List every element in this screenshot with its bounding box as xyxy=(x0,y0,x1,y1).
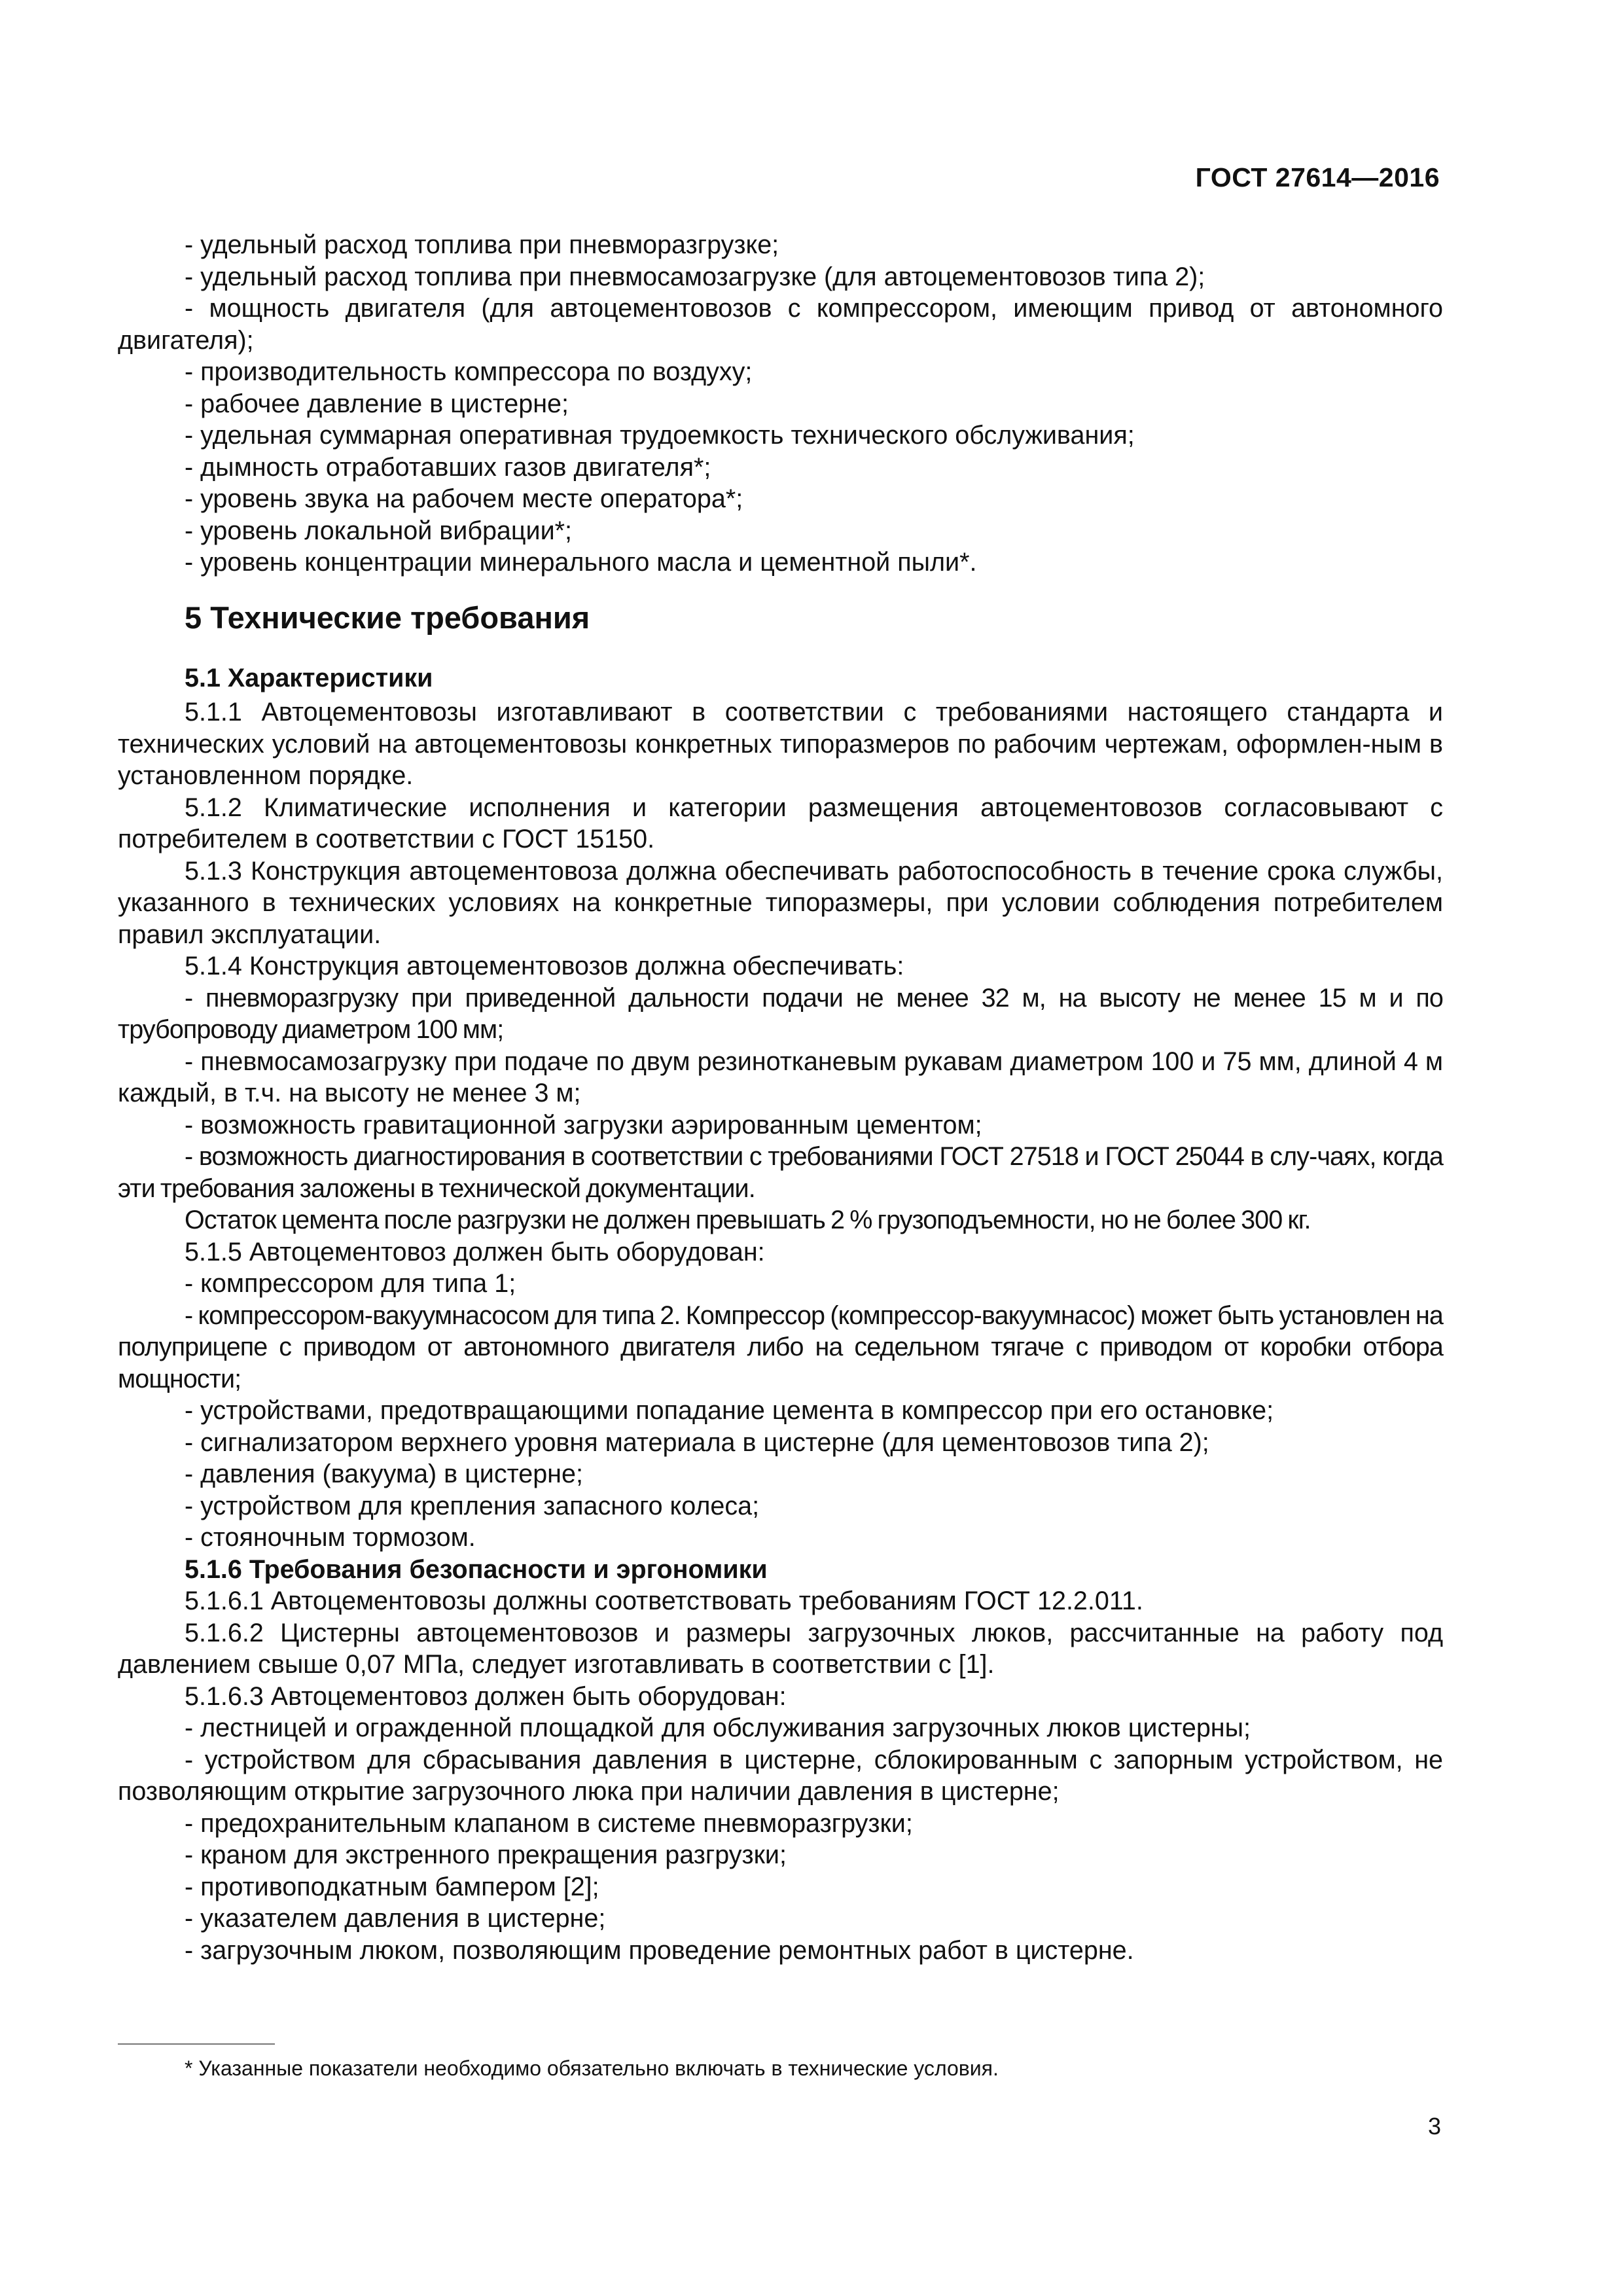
list-item: - сигнализатором верхнего уровня материала в цистерне (для цементовозов типа 2); xyxy=(185,1427,1209,1457)
list-item: - компрессором-вакуумнасосом для типа 2. Компрессор (компрессор-вакуумнасос) может быть установлен на полуприцепе с приводом от автономного двигателя либо на седельном тягаче с приводом от коробки отбора мощности; xyxy=(118,1300,1443,1393)
safety-subsection-title: 5.1.6 Требования безопасности и эргономики xyxy=(185,1554,768,1584)
list-item: - пневмосамозагрузку при подаче по двум резинотканевым рукавам диаметром 100 и 75 мм, длиной 4 м каждый, в т.ч. на высоту не менее 3 м; xyxy=(118,1047,1443,1107)
section-title: 5 Технические требования xyxy=(185,600,590,635)
intro-list-item: - уровень звука на рабочем месте оператора*; xyxy=(185,484,743,513)
paragraph: 5.1.4 Конструкция автоцементовозов должна обеспечивать: xyxy=(185,952,904,980)
intro-list-item: - уровень локальной вибрации*; xyxy=(185,516,572,545)
paragraph: 5.1.1 Автоцементовозы изготавливают в соответствии с требованиями настоящего стандарта и технических условий на автоцементовозы конкретных типоразмеров по рабочим чертежам, оформлен-ным в установленном порядке. xyxy=(118,698,1443,790)
paragraph: 5.1.6.1 Автоцементовозы должны соответствовать требованиям ГОСТ 12.2.011. xyxy=(185,1587,1143,1615)
list-item: - краном для экстренного прекращения разгрузки; xyxy=(185,1840,787,1869)
subsection-title: 5.1 Характеристики xyxy=(185,663,433,692)
intro-list-item: - производительность компрессора по воздуху; xyxy=(185,357,753,386)
intro-list-item: - удельный расход топлива при пневморазгрузке; xyxy=(185,230,779,259)
paragraph: 5.1.5 Автоцементовоз должен быть оборудован: xyxy=(185,1237,765,1266)
intro-list-item: - удельная суммарная оперативная трудоемкость технического обслуживания; xyxy=(185,421,1135,450)
list-item: - предохранительным клапаном в системе пневморазгрузки; xyxy=(185,1808,913,1838)
list-item: - компрессором для типа 1; xyxy=(185,1269,516,1298)
list-item: - возможность диагностирования в соответствии с требованиями ГОСТ 27518 и ГОСТ 25044 в слу-чаях, когда эти требования заложены в технической документации. xyxy=(118,1142,1443,1203)
list-item: - устройством для сбрасывания давления в цистерне, сблокированным с запорным устройством, не позволяющим открытие загрузочного люка при наличии давления в цистерне; xyxy=(118,1745,1443,1806)
paragraph: Остаток цемента после разгрузки не должен превышать 2 % грузоподъемности, но не более 300 кг. xyxy=(185,1206,1311,1234)
intro-list-item: - рабочее давление в цистерне; xyxy=(185,389,569,418)
paragraph: 5.1.2 Климатические исполнения и категории размещения автоцементовозов согласовывают с потребителем в соответствии с ГОСТ 15150. xyxy=(118,793,1443,853)
paragraph: 5.1.6.3 Автоцементовоз должен быть оборудован: xyxy=(185,1681,787,1711)
list-item: - указателем давления в цистерне; xyxy=(185,1904,606,1933)
list-item: - устройствами, предотвращающими попадание цемента в компрессор при его остановке; xyxy=(185,1396,1274,1425)
list-item: - устройством для крепления запасного колеса; xyxy=(185,1491,760,1520)
footnote-divider xyxy=(118,2043,275,2045)
intro-list-item: - дымность отработавших газов двигателя*; xyxy=(185,452,711,482)
intro-list-item: - мощность двигателя (для автоцементовозов с компрессором, имеющим привод от автономного двигателя); xyxy=(118,294,1443,355)
list-item: - давления (вакуума) в цистерне; xyxy=(185,1460,583,1488)
page-content xyxy=(118,229,1443,1966)
footnote: * Указанные показатели необходимо обязательно включать в технические условия. xyxy=(185,2056,999,2080)
document-code: ГОСТ 27614—2016 xyxy=(1195,162,1440,192)
paragraph: 5.1.3 Конструкция автоцементовоза должна обеспечивать работоспособность в течение срока службы, указанного в технических условиях на конкретные типоразмеры, при условии соблюдения потребителем правил эксплуатации. xyxy=(118,856,1443,949)
page-number: 3 xyxy=(1427,2113,1441,2140)
intro-list-item: - удельный расход топлива при пневмосамозагрузке (для автоцементовозов типа 2); xyxy=(185,262,1205,291)
list-item: - возможность гравитационной загрузки аэрированным цементом; xyxy=(185,1110,982,1139)
intro-list-item: - уровень концентрации минерального масла и цементной пыли*. xyxy=(185,548,977,577)
list-item: - лестницей и огражденной площадкой для обслуживания загрузочных люков цистерны; xyxy=(185,1713,1251,1742)
list-item: - противоподкатным бампером [2]; xyxy=(185,1872,599,1901)
list-item: - стояночным тормозом. xyxy=(185,1523,476,1552)
paragraph: 5.1.6.2 Цистерны автоцементовозов и размеры загрузочных люков, рассчитанные на работу под давлением свыше 0,07 МПа, следует изготавливать в соответствии с [1]. xyxy=(118,1618,1443,1679)
list-item: - загрузочным люком, позволяющим проведение ремонтных работ в цистерне. xyxy=(185,1935,1134,1965)
list-item: - пневморазгрузку при приведенной дальности подачи не менее 32 м, на высоту не менее 15 м и по трубопроводу диаметром 100 мм; xyxy=(118,983,1443,1044)
